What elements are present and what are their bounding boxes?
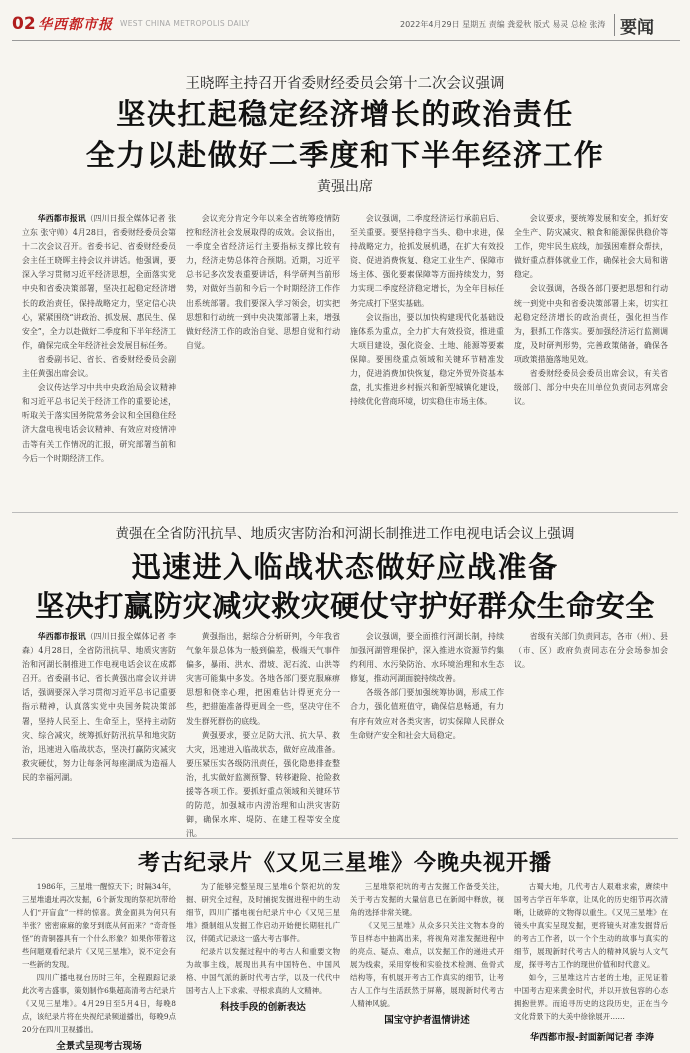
article3-paragraph: 三星堆祭祀坑的考古发掘工作备受关注，关于考古发掘的大量信息已在新闻中释放，视角的选择非常关键。 [350,882,504,917]
article3-column [186,880,340,1028]
article2-column [514,630,668,830]
article1-paragraph: 省委财经委员会委员出席会议，有关省级部门、部分中央在川单位负责同志列席会议。 [514,369,668,407]
article3-lead: 1986年，三星堆一醒惊天下；时隔34年，三星堆遗址再次发掘，6个新发现的祭祀坑带给人们“开盲盒”一样的惊喜。黄金面具为何只有半张？密密麻麻的象牙到底从何而来？“奇奇怪怪”的青铜器具有一个什么形象？如果你带着这些问题观看纪录片《又见三星堆》，说不定会有一些新的发现。 [22,882,176,969]
article3-paragraph: 为了能够完整呈现三星堆6个祭祀坑的发掘、研究全过程，及时捕捉发掘进程中的生动细节，四川广播电视台纪录片中心《又见三星堆》摄制组从发掘工作启动开始便长期驻扎广汉，伴随式记录这一盛大考古事件。 [186,882,340,943]
section-divider [12,838,678,839]
article3-paragraph: 纪录片以发掘过程中的考古人和重要文物为故事主线，展现出具有中国特色、中国风格、中国气派的新时代考古学，以及一代代中国考古人上下求索、寻根求真的人文精神。 [186,947,340,995]
article3-headline: 考古纪录片《又见三星堆》今晚央视开播 [137,851,552,876]
article2-column [350,630,504,830]
article3-paragraph: 《又见三星堆》从众多只关注文物本身的节目样态中抽离出来，将视角对准发掘进程中的亮点、疑点、难点，以发掘工作的递进式开展为线索，采用穿梭和实验技术检测、鱼骨式结构等，有机展开考古工作真实的细节，让考古人工作与生活跃然于屏幕，展现新时代考古人精神风貌。 [350,921,504,1008]
article2-body [22,630,668,839]
article2-paragraph: 黄强指出，据综合分析研判，今年我省气象年景总体为一般到偏差，极端天气事件偏多，暴雨、洪水、滑坡、泥石流、山洪等灾害可能集中多发。各地各部门要克服麻痹思想和侥幸心理，把困难估计得更充分一些，把措施准备得更周全一些，坚决守住不发生群死群伤的底线。 [186,632,340,726]
article3-paragraph: 古蜀大地，几代考古人艰难求索，赓续中国考古学百年华章，让凤化的历史细节再次清晰，让破碎的文物得以重生。《又见三星堆》在镜头中真实呈现发掘，更将镜头对准发掘背后的考古工作者，以一个个生动的故事与真实的细节，展现新时代考古人的精神风貌与人文气度，探寻考古工作的现世价值和时代意义。 [514,882,668,969]
article3-paragraph: 如今，三星堆这片古老的土地，正见证着中国考古迎来黄金时代，并以开放包容的心态拥抱世界。而追寻历史的这段历史，正在当今文化背景下的大美中徐徐展开…… [514,973,668,1021]
article3-subhead: 科技手段的创新表达 [220,1002,306,1013]
masthead [0,0,690,42]
article1-column [186,212,340,502]
article3-column [22,880,176,1052]
section-name: 要闻 [620,18,654,38]
article1-column [22,212,176,502]
newspaper-logo: 华西都市报 [38,17,113,33]
article1-paragraph: 会议充分肯定今年以来全省统筹疫情防控和经济社会发展取得的成效。会议指出，一季度全省经济运行主要指标支撑比较有力，经济走势总体符合预期。近期，习近平总书记多次发表重要讲话，科学研判当前形势，对做好当前和今后一个时期经济工作作出系统部署。我们要深入学习领会，切实把思想和行动统一到中央决策部署上来，增强做好经济工作的政治自觉、思想自觉和行动自觉。 [186,214,340,350]
article1-paragraph: 省委副书记、省长、省委财经委员会副主任黄强出席会议。 [22,354,176,379]
article3-column [350,880,504,1028]
masthead-rule [12,40,680,41]
article2-headline-line1: 迅速进入临战状态做好应战准备 [131,550,559,584]
article1-body [22,212,668,502]
article2-paragraph: 各级各部门要加强统筹协调，形成工作合力，强化值班值守，确保信息畅通，有力有序有效应对各类灾害，切实保障人民群众生命财产安全和社会大局稳定。 [350,688,504,740]
article2-dateline: 华西都市报讯 [37,632,86,641]
page-number: 02 [12,14,36,34]
section-divider [12,512,678,513]
article1-paragraph: 会议传达学习中共中央政治局会议精神和习近平总书记关于经济工作的重要论述，听取关于落实国务院常务会议和全国稳住经济大盘电视电话会议精神、有效应对疫情冲击等有关工作情况的汇报，研究部署当前和今后一个时期经济工作。 [22,383,176,463]
article2-paragraph: 省级有关部门负责同志，各市（州）、县（市、区）政府负责同志在分会场参加会议。 [514,632,668,670]
masthead-divider [614,14,615,36]
article1-paragraph: （四川日报全媒体记者 张立东 张守帅）4月28日，省委财经委员会第十二次会议召开。省委书记、省委财经委员会主任王晓晖主持会议并讲话。他强调，要深入学习贯彻习近平经济思想，全面落实党中央和省委决策部署，坚决扛起稳定经济增长的政治责任，保持战略定力，坚定信心决心，紧紧围绕“讲政治、抓发展、惠民生、保安全”，全力以赴做好二季度和下半年经济工作，确保完成全年经济社会发展目标任务。 [22,214,176,350]
article1-column [350,212,504,502]
article3-column [514,880,668,1028]
article1-paragraph: 会议要求，要统筹发展和安全，抓好安全生产、防灾减灾、粮食和能源保供稳价等工作，兜牢民生底线，加强困难群众帮扶，做好重点群体就业工作，确保社会大局和谐稳定。 [514,214,668,280]
article2-column [22,630,176,830]
article2-paragraph: 会议强调，要全面推行河湖长制，持续加强河湖管理保护，深入推进水资源节约集约利用、水污染防治、水环境治理和水生态修复，推动河湖面貌持续改善。 [350,632,504,684]
newspaper-name-en: WEST CHINA METROPOLIS DAILY [120,19,250,28]
issue-info: 2022年4月29日 星期五 责编 龚爱秋 版式 易灵 总检 张涛 [400,20,606,29]
article1-column [514,212,668,502]
article1-subhead: 黄强出席 [317,179,373,195]
article2-headline-line2: 坚决打赢防灾减灾救灾硬仗守护好群众生命安全 [35,589,655,623]
article1-paragraph: 会议指出，要以加快构建现代化基础设施体系为重点，全力扩大有效投资，推进重大项目建设，强化资金、土地、能源等要素保障。要围绕重点领域和关键环节精准发力，促进消费加快恢复，稳定外贸外资基本盘，扎实推进乡村振兴和新型城镇化建设，持续优化营商环境，切实稳住市场主体。 [350,312,504,407]
article3-subhead: 全景式呈现考古现场 [56,1041,142,1052]
article1-paragraph: 会议强调，二季度经济运行承前启后、至关重要。要坚持稳字当头、稳中求进，保持战略定力，抢抓发展机遇，在扩大有效投资、促进消费恢复、稳定工业生产、保障市场主体、强化要素保障等方面持续发力，努力实现二季度经济稳定增长，为全年目标任务完成打下坚实基础。 [350,214,504,308]
article2-paragraph: （四川日报全媒体记者 李森）4月28日，全省防汛抗旱、地质灾害防治和河湖长制推进工作电视电话会议在成都召开。省委副书记、省长黄强出席会议并讲话，强调要深入学习贯彻习近平总书记重要指示精神，认真落实党中央国务院决策部署，坚持人民至上、生命至上，坚持主动防灾、综合减灾，统筹抓好防汛抗旱和地灾防治，迅速进入临战状态，坚决打赢防灾减灾救灾硬仗，努力让每条河每座湖成为造福人民的幸福河湖。 [22,632,176,782]
article1-paragraph: 会议强调，各级各部门要把思想和行动统一到党中央和省委决策部署上来，切实扛起稳定经济增长的政治责任，强化担当作为，狠抓工作落实。要加强经济运行监测调度，及时研判形势，完善政策储备，确保各项政策措施落地见效。 [514,284,668,364]
article3-lead2: 四川广播电视台历时三年，全程跟踪记录此次考古盛事，策划制作6集超高清考古纪录片《又见三星堆》。4月29日至5月4日，每晚8点，该纪录片将在央视纪录频道播出，每晚9点20分在四川卫视播出。 [22,973,176,1034]
article2-kicker: 黄强在全省防汛抗旱、地质灾害防治和河湖长制推进工作电视电话会议上强调 [115,526,575,542]
article2-column [186,630,340,839]
article1-headline-line1: 坚决扛起稳定经济增长的政治责任 [116,97,574,131]
article3-subhead: 国宝守护者温情讲述 [384,1015,470,1026]
article1-dateline: 华西都市报讯 [37,214,86,223]
article3-byline: 华西都市报-封面新闻记者 李涛 [530,1033,654,1043]
article1-kicker: 王晓晖主持召开省委财经委员会第十二次会议强调 [185,76,505,92]
article1-headline-line2: 全力以赴做好二季度和下半年经济工作 [85,138,605,172]
article2-paragraph: 黄强要求，要立足防大汛、抗大旱、救大灾，迅速进入临战状态，做好应战准备。要压紧压实各级防汛责任，强化隐患排查整治，扎实做好监测预警、转移避险、抢险救援等各项工作。要抓好重点领域和关键环节的防范，加强城市内涝治理和山洪灾害防御，确保水库、堤防、在建工程等安全度汛。 [186,730,340,839]
